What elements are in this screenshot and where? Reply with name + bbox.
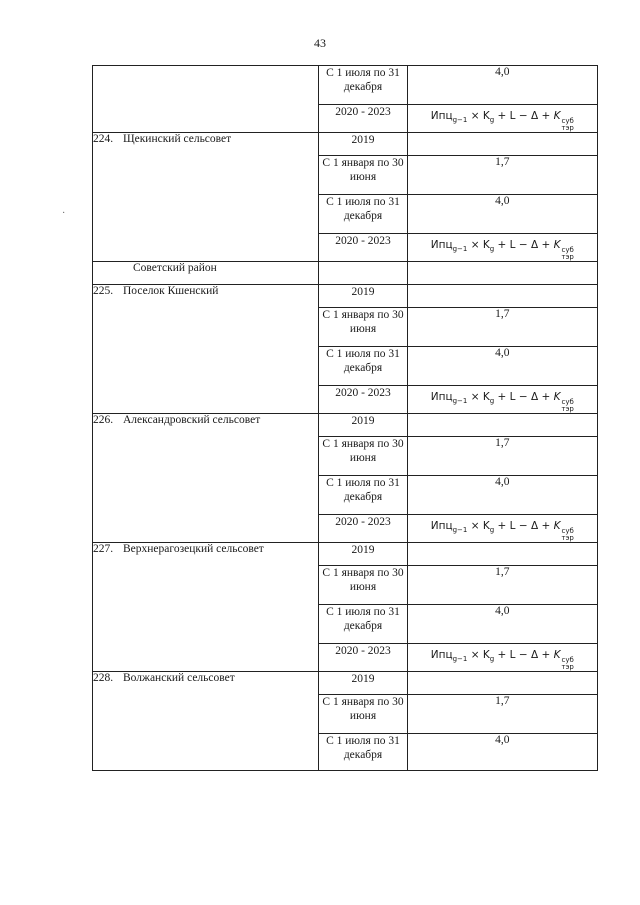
value-cell: 4,0 (407, 476, 597, 515)
period-cell: 2019 (319, 672, 407, 695)
value-cell (407, 672, 597, 695)
formula-cell: $Ипц_{g-1} \times K_g + L - \Delta + K$ суб тэр (407, 105, 597, 133)
value-cell: 4,0 (407, 347, 597, 386)
period-cell: С 1 июля по 31 декабря (319, 347, 407, 386)
entity-name-cell (93, 285, 319, 414)
entity-name: Верхнерагозецкий сельсовет (123, 543, 264, 555)
value-cell: 1,7 (407, 156, 597, 195)
period-cell: 2019 (319, 414, 407, 437)
period-cell: С 1 января по 30 июня (319, 695, 407, 734)
scan-speck: · (62, 208, 66, 219)
value-cell: 1,7 (407, 566, 597, 605)
value-cell: 1,7 (407, 437, 597, 476)
entity-number: 228. (93, 672, 114, 684)
period-cell: 2019 (319, 285, 407, 308)
entity-name: Поселок Кшенский (123, 285, 219, 297)
formula-cell: $Ипц_{g-1} \times K_g + L - \Delta + K$ суб тэр (407, 515, 597, 543)
entity-number: 226. (93, 414, 114, 426)
entity-number: 227. (93, 543, 114, 555)
table-row (93, 66, 598, 105)
entity-name-cell (93, 133, 319, 262)
region-value-cell (407, 262, 597, 285)
period-cell: С 1 января по 30 июня (319, 308, 407, 347)
period-cell: С 1 января по 30 июня (319, 156, 407, 195)
entity-name-cell (93, 66, 319, 133)
period-cell: С 1 июля по 31 декабря (319, 195, 407, 234)
value-cell: 4,0 (407, 734, 597, 771)
value-cell: 1,7 (407, 308, 597, 347)
period-cell: С 1 января по 30 июня (319, 437, 407, 476)
tariff-table (92, 65, 598, 771)
table-row (93, 543, 598, 566)
formula-cell: $Ипц_{g-1} \times K_g + L - \Delta + K$ суб тэр (407, 386, 597, 414)
region-row (93, 262, 598, 285)
period-cell: С 1 июля по 31 декабря (319, 605, 407, 644)
value-cell: 1,7 (407, 695, 597, 734)
period-cell: 2020 - 2023 (319, 386, 407, 414)
value-cell (407, 285, 597, 308)
value-cell: 4,0 (407, 605, 597, 644)
entity-name-cell (93, 672, 319, 771)
value-cell: 4,0 (407, 195, 597, 234)
entity-name: Щекинский сельсовет (123, 133, 232, 145)
period-cell: С 1 июля по 31 декабря (319, 734, 407, 771)
formula-cell: $Ипц_{g-1} \times K_g + L - \Delta + K$ суб тэр (407, 234, 597, 262)
period-cell: С 1 января по 30 июня (319, 566, 407, 605)
region-name: Советский район (93, 262, 319, 285)
entity-name-cell (93, 414, 319, 543)
period-cell: С 1 июля по 31 декабря (319, 476, 407, 515)
entity-name-cell (93, 543, 319, 672)
value-cell (407, 414, 597, 437)
region-period-cell (319, 262, 407, 285)
formula-cell: $Ипц_{g-1} \times K_g + L - \Delta + K$ суб тэр (407, 644, 597, 672)
period-cell: 2020 - 2023 (319, 515, 407, 543)
period-cell: 2020 - 2023 (319, 234, 407, 262)
entity-number: 224. (93, 133, 114, 145)
table-row (93, 133, 598, 156)
page-number: 43 (314, 36, 326, 50)
period-cell: С 1 июля по 31 декабря (319, 66, 407, 105)
value-cell (407, 543, 597, 566)
entity-name: Александровский сельсовет (123, 414, 261, 426)
entity-name: Волжанский сельсовет (123, 672, 235, 684)
period-cell: 2019 (319, 543, 407, 566)
period-cell: 2019 (319, 133, 407, 156)
tariff-table-body (93, 66, 598, 771)
table-row (93, 285, 598, 308)
period-cell: 2020 - 2023 (319, 105, 407, 133)
entity-number: 225. (93, 285, 114, 297)
table-row (93, 672, 598, 695)
period-cell: 2020 - 2023 (319, 644, 407, 672)
table-row (93, 414, 598, 437)
value-cell (407, 133, 597, 156)
value-cell: 4,0 (407, 66, 597, 105)
